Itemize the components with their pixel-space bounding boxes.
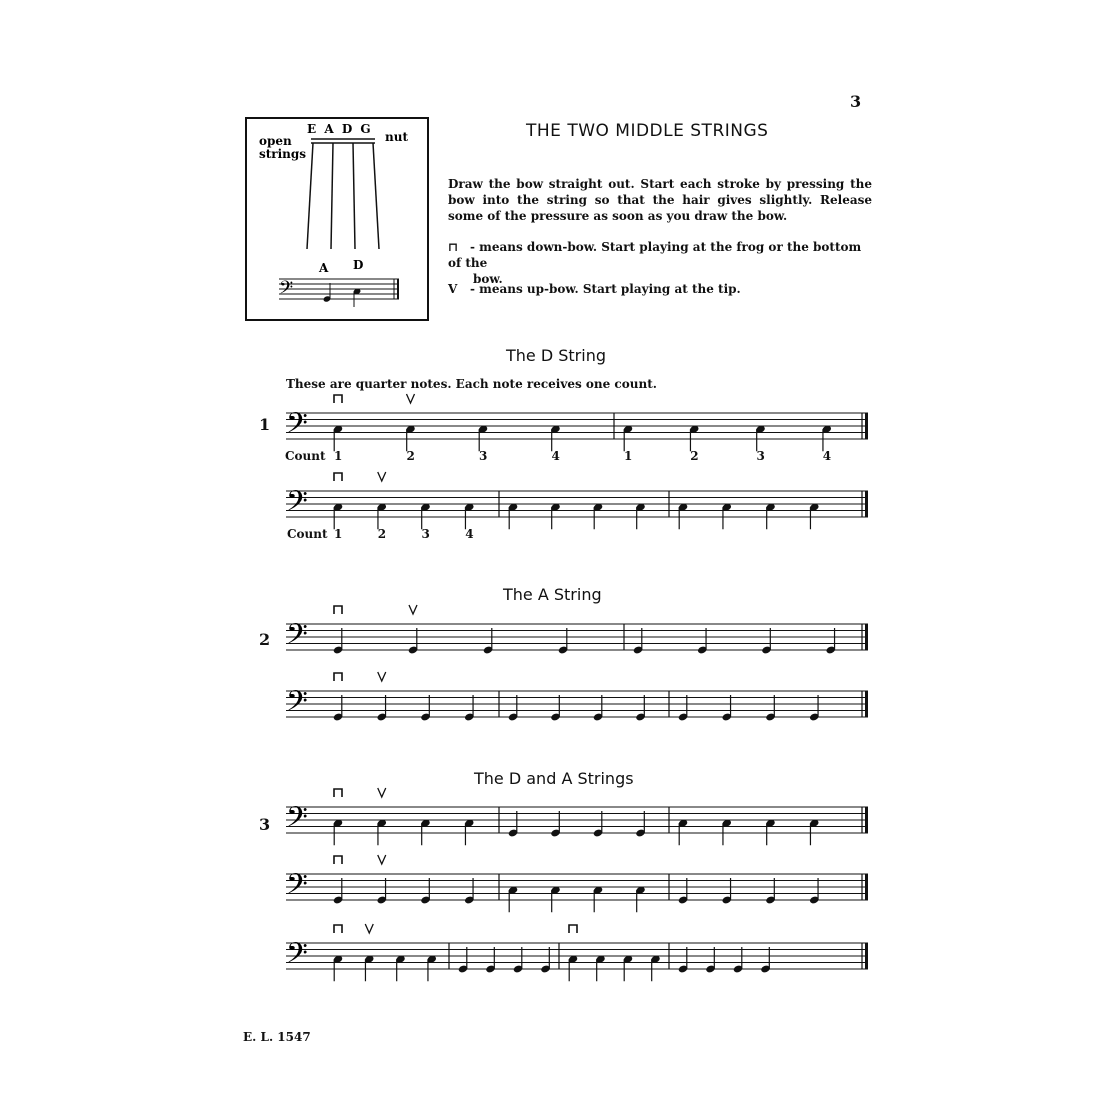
count-number: 1 <box>334 527 343 541</box>
down-bow-icon: ⊓ <box>448 240 459 254</box>
bass-clef-icon: 𝄢 <box>286 485 308 525</box>
count-label: Count <box>285 449 326 463</box>
up-bow-icon: V <box>448 282 458 296</box>
up-bow-icon <box>378 788 386 797</box>
up-bow-icon <box>365 924 373 933</box>
up-bow-icon <box>409 605 417 614</box>
down-bow-icon <box>334 789 342 797</box>
count-number: 3 <box>421 527 430 541</box>
up-bow-icon <box>378 672 386 681</box>
down-bow-icon <box>569 925 577 933</box>
open-label: open <box>259 134 292 148</box>
count-number: 2 <box>406 449 415 463</box>
section-caption: These are quarter notes. Each note receives one count. <box>286 377 657 391</box>
down-bow-icon <box>334 395 342 403</box>
down-bow-definition: ⊓ - means down-bow. Start playing at the frog or the bottom of the bow. <box>448 240 862 286</box>
count-number: 1 <box>624 449 633 463</box>
intro-paragraph: Draw the bow straight out. Start each stroke by pressing the bow into the string so that the hair gives slightly. Release some of the pressure as soon as you draw the bow. <box>448 177 872 223</box>
down-bow-icon <box>334 473 342 481</box>
diagram-bass-clef: 𝄢 <box>279 278 294 303</box>
down-bow-icon <box>334 856 342 864</box>
bass-clef-icon: 𝄢 <box>286 937 308 977</box>
exercise-number: 1 <box>259 415 271 434</box>
count-number: 4 <box>465 527 474 541</box>
count-label: Count <box>287 527 328 541</box>
down-bow-icon <box>334 925 342 933</box>
count-number: 3 <box>479 449 488 463</box>
exercise-number: 2 <box>259 630 271 649</box>
bass-clef-icon: 𝄢 <box>286 618 308 658</box>
count-number: 3 <box>756 449 765 463</box>
bass-clef-icon: 𝄢 <box>286 868 308 908</box>
bass-clef-icon: 𝄢 <box>286 685 308 725</box>
count-number: 4 <box>551 449 560 463</box>
count-number: 2 <box>690 449 699 463</box>
strings-label: E A D G <box>307 122 373 136</box>
up-bow-icon <box>378 472 386 481</box>
count-number: 4 <box>822 449 832 463</box>
section-title-d-and-a: The D and A Strings <box>474 769 634 788</box>
down-bow-icon <box>334 606 342 614</box>
section-title-a-string: The A String <box>503 585 602 604</box>
bass-clef-icon: 𝄢 <box>286 407 308 447</box>
bass-clef-icon: 𝄢 <box>286 801 308 841</box>
page-title: THE TWO MIDDLE STRINGS <box>526 121 769 141</box>
up-bow-icon <box>378 855 386 864</box>
section-title-d-string: The D String <box>506 346 606 365</box>
up-bow-definition: V - means up-bow. Start playing at the tip. <box>448 282 741 296</box>
nut-label: nut <box>385 130 408 144</box>
count-number: 1 <box>334 449 343 463</box>
page-number: 3 <box>850 92 862 111</box>
down-bow-icon <box>334 673 342 681</box>
note-a-label: A <box>319 261 329 275</box>
exercise-number: 3 <box>259 815 271 834</box>
strings-word: strings <box>259 147 307 161</box>
note-d-label: D <box>353 258 364 272</box>
up-bow-icon <box>407 394 415 403</box>
count-number: 2 <box>377 527 387 541</box>
footer-catalog-number: E. L. 1547 <box>243 1030 311 1044</box>
